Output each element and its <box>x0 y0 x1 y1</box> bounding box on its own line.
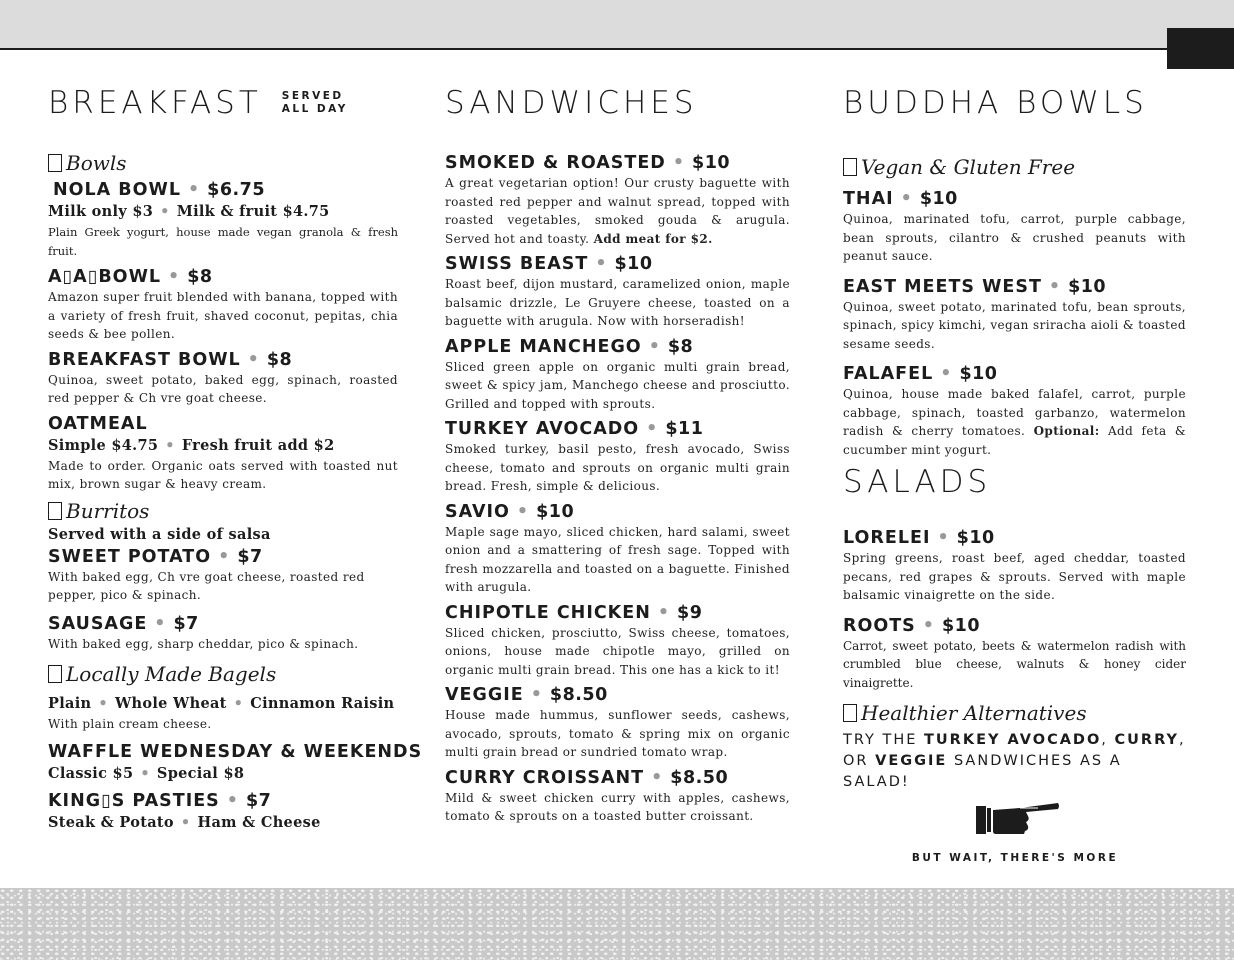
waffle-options: Classic $5 • Special $8 <box>48 764 245 782</box>
smoked-roasted-description: A great vegetarian option! Our crusty baguette with roasted red pepper and walnut spread, topped with roasted vegetables, smoked gouda & arugula. Served hot and toasty. Add meat for $2. <box>445 176 790 246</box>
missing-glyph-icon <box>843 158 857 176</box>
menu-item-acai-bowl: A▯A▯BOWL • $8 <box>48 267 213 287</box>
acai-description: Amazon super fruit blended with banana, topped with a variety of fresh fruit, shaved coconut, pepitas, chia seeds & bee pollen. <box>48 290 398 341</box>
buddha-header <box>843 82 1186 124</box>
menu-item-roots: ROOTS • $10 <box>843 615 980 636</box>
menu-item-smoked-roasted: SMOKED & ROASTED • $10 <box>445 153 731 173</box>
menu-item-sweet-potato: SWEET POTATO • $7 <box>48 546 263 567</box>
salads-header <box>843 461 1186 503</box>
breakfast-column <box>48 82 423 834</box>
east-meets-west-description: Quinoa, sweet potato, marinated tofu, bean sprouts, spinach, spicy kimchi, vegan sriracha aioli & toasted sesame seeds. <box>843 299 1186 351</box>
bowls-subheading: Bowls <box>48 150 398 176</box>
nola-options: Milk only $3 • Milk & fruit $4.75 <box>48 203 330 220</box>
pasties-options: Steak & Potato • Ham & Cheese <box>48 813 321 831</box>
buddha-salads-column <box>843 82 1186 793</box>
lorelei-description: Spring greens, roast beef, aged cheddar, toasted pecans, red grapes & sprouts. Served with maple balsamic vinaigrette on the side. <box>843 551 1186 602</box>
menu-item-east-meets-west: EAST MEETS WEST • $10 <box>843 276 1107 297</box>
top-tab <box>1167 28 1234 69</box>
breakfast-bowl-description: Quinoa, sweet potato, baked egg, spinach, roasted red pepper & Ch vre goat cheese. <box>48 372 398 405</box>
sweet-potato-description: With baked egg, Ch vre goat cheese, roasted red pepper, pico & spinach. <box>48 569 365 602</box>
top-band <box>0 0 1234 48</box>
breakfast-header <box>48 82 398 124</box>
menu-item-turkey-avocado: TURKEY AVOCADO • $11 <box>445 419 704 439</box>
sandwiches-column <box>445 82 790 826</box>
menu-item-curry-croissant: CURRY CROISSANT • $8.50 <box>445 767 729 788</box>
bagel-options: Plain • Whole Wheat • Cinnamon Raisin <box>48 695 395 712</box>
menu-item-oatmeal: OATMEAL <box>48 413 148 434</box>
turkey-avocado-description: Smoked turkey, basil pesto, fresh avocado, Swiss cheese, tomato and sprouts on organic multi grain bread. Fresh, simple & delicious. <box>445 442 790 493</box>
menu-item-falafel: FALAFEL • $10 <box>843 364 998 384</box>
more-note: BUT WAIT, THERE'S MORE <box>911 852 1119 864</box>
menu-item-breakfast-bowl: BREAKFAST BOWL • $8 <box>48 349 293 370</box>
sausage-description: With baked egg, sharp cheddar, pico & spinach. <box>48 636 359 651</box>
sandwiches-title: SANDWICHES <box>445 85 698 121</box>
menu-item-kings-pasties: KING▯S PASTIES • $7 <box>48 790 272 811</box>
menu-item-waffle: WAFFLE WEDNESDAY & WEEKENDS <box>48 741 423 762</box>
bagels-description: With plain cream cheese. <box>48 717 212 731</box>
breakfast-title: BREAKFAST <box>48 85 262 121</box>
oatmeal-options: Simple $4.75 • Fresh fruit add $2 <box>48 436 335 454</box>
buddha-title: BUDDHA BOWLS <box>843 85 1148 121</box>
burritos-note: Served with a side of salsa <box>48 525 271 543</box>
missing-glyph-icon <box>48 502 62 520</box>
menu-item-nola-bowl: NOLA BOWL • $6.75 <box>53 180 266 200</box>
apple-manchego-description: Sliced green apple on organic multi grain bread, sweet & spicy jam, Manchego cheese and prosciutto. Grilled and topped with sprouts. <box>445 359 790 411</box>
oatmeal-description: Made to order. Organic oats served with toasted nut mix, brown sugar & heavy cream. <box>48 458 398 491</box>
menu-item-sausage: SAUSAGE • $7 <box>48 613 199 634</box>
veggie-description: House made hummus, sunflower seeds, cashews, avocado, sprouts, tomato & spring mix on organic multi grain bread or sundried tomato wrap. <box>445 708 790 759</box>
curry-croissant-description: Mild & sweet chicken curry with apples, cashews, tomato & sprouts on a toasted butter croissant. <box>445 790 790 823</box>
served-all-day: SERVED ALL DAY <box>281 90 348 115</box>
pointing-hand-icon <box>976 800 1060 838</box>
chipotle-chicken-description: Sliced chicken, prosciutto, Swiss cheese, tomatoes, onions, house made chipotle mayo, grilled on organic multi grain bread. This one has a kick to it! <box>445 625 790 677</box>
falafel-description: Quinoa, house made baked falafel, carrot, purple cabbage, spinach, toasted garbanzo, watermelon radish & cherry tomatoes. Optional: Add feta & cucumber mint yogurt. <box>843 387 1187 457</box>
menu-item-veggie: VEGGIE • $8.50 <box>445 685 608 705</box>
swiss-beast-description: Roast beef, dijon mustard, caramelized onion, maple balsamic drizzle, Le Gruyere cheese, toasted on a baguette with arugula. Now with horseradish! <box>445 277 790 328</box>
bottom-pattern-band <box>0 888 1234 960</box>
healthier-text: TRY THE TURKEY AVOCADO, CURRY, OR VEGGIE SANDWICHES AS A SALAD! <box>843 732 1186 790</box>
missing-glyph-icon <box>48 665 62 683</box>
sandwiches-header <box>445 82 790 124</box>
sandwich-list <box>445 152 790 826</box>
missing-glyph-icon <box>48 154 62 172</box>
nola-description: Plain Greek yogurt, house made vegan granola & fresh fruit. <box>48 225 398 258</box>
menu-item-swiss-beast: SWISS BEAST • $10 <box>445 254 653 274</box>
roots-description: Carrot, sweet potato, beets & watermelon radish with crumbled blue cheese, walnuts & honey cider vinaigrette. <box>843 638 1186 690</box>
missing-glyph-icon <box>843 704 857 722</box>
menu-item-chipotle-chicken: CHIPOTLE CHICKEN • $9 <box>445 602 703 623</box>
vegan-subheading: Vegan & Gluten Free <box>843 154 1186 180</box>
thai-description: Quinoa, marinated tofu, carrot, purple cabbage, bean sprouts, cilantro & crushed peanuts with peanut sauce. <box>843 212 1186 263</box>
menu-item-savio: SAVIO • $10 <box>445 501 575 522</box>
menu-item-lorelei: LORELEI • $10 <box>843 528 995 548</box>
bagels-subheading: Locally Made Bagels <box>48 661 398 687</box>
menu-item-thai: THAI • $10 <box>843 189 958 209</box>
savio-description: Maple sage mayo, sliced chicken, hard salami, sweet onion and a smattering of fresh sage. Topped with fresh mozzarella and toasted on a baguette. Finished with arugula. <box>445 524 790 594</box>
salads-title: SALADS <box>843 464 992 500</box>
menu-item-apple-manchego: APPLE MANCHEGO • $8 <box>445 336 694 357</box>
burritos-subheading: Burritos <box>48 498 398 524</box>
top-rule <box>0 48 1234 50</box>
healthier-subheading: Healthier Alternatives <box>843 700 1186 726</box>
